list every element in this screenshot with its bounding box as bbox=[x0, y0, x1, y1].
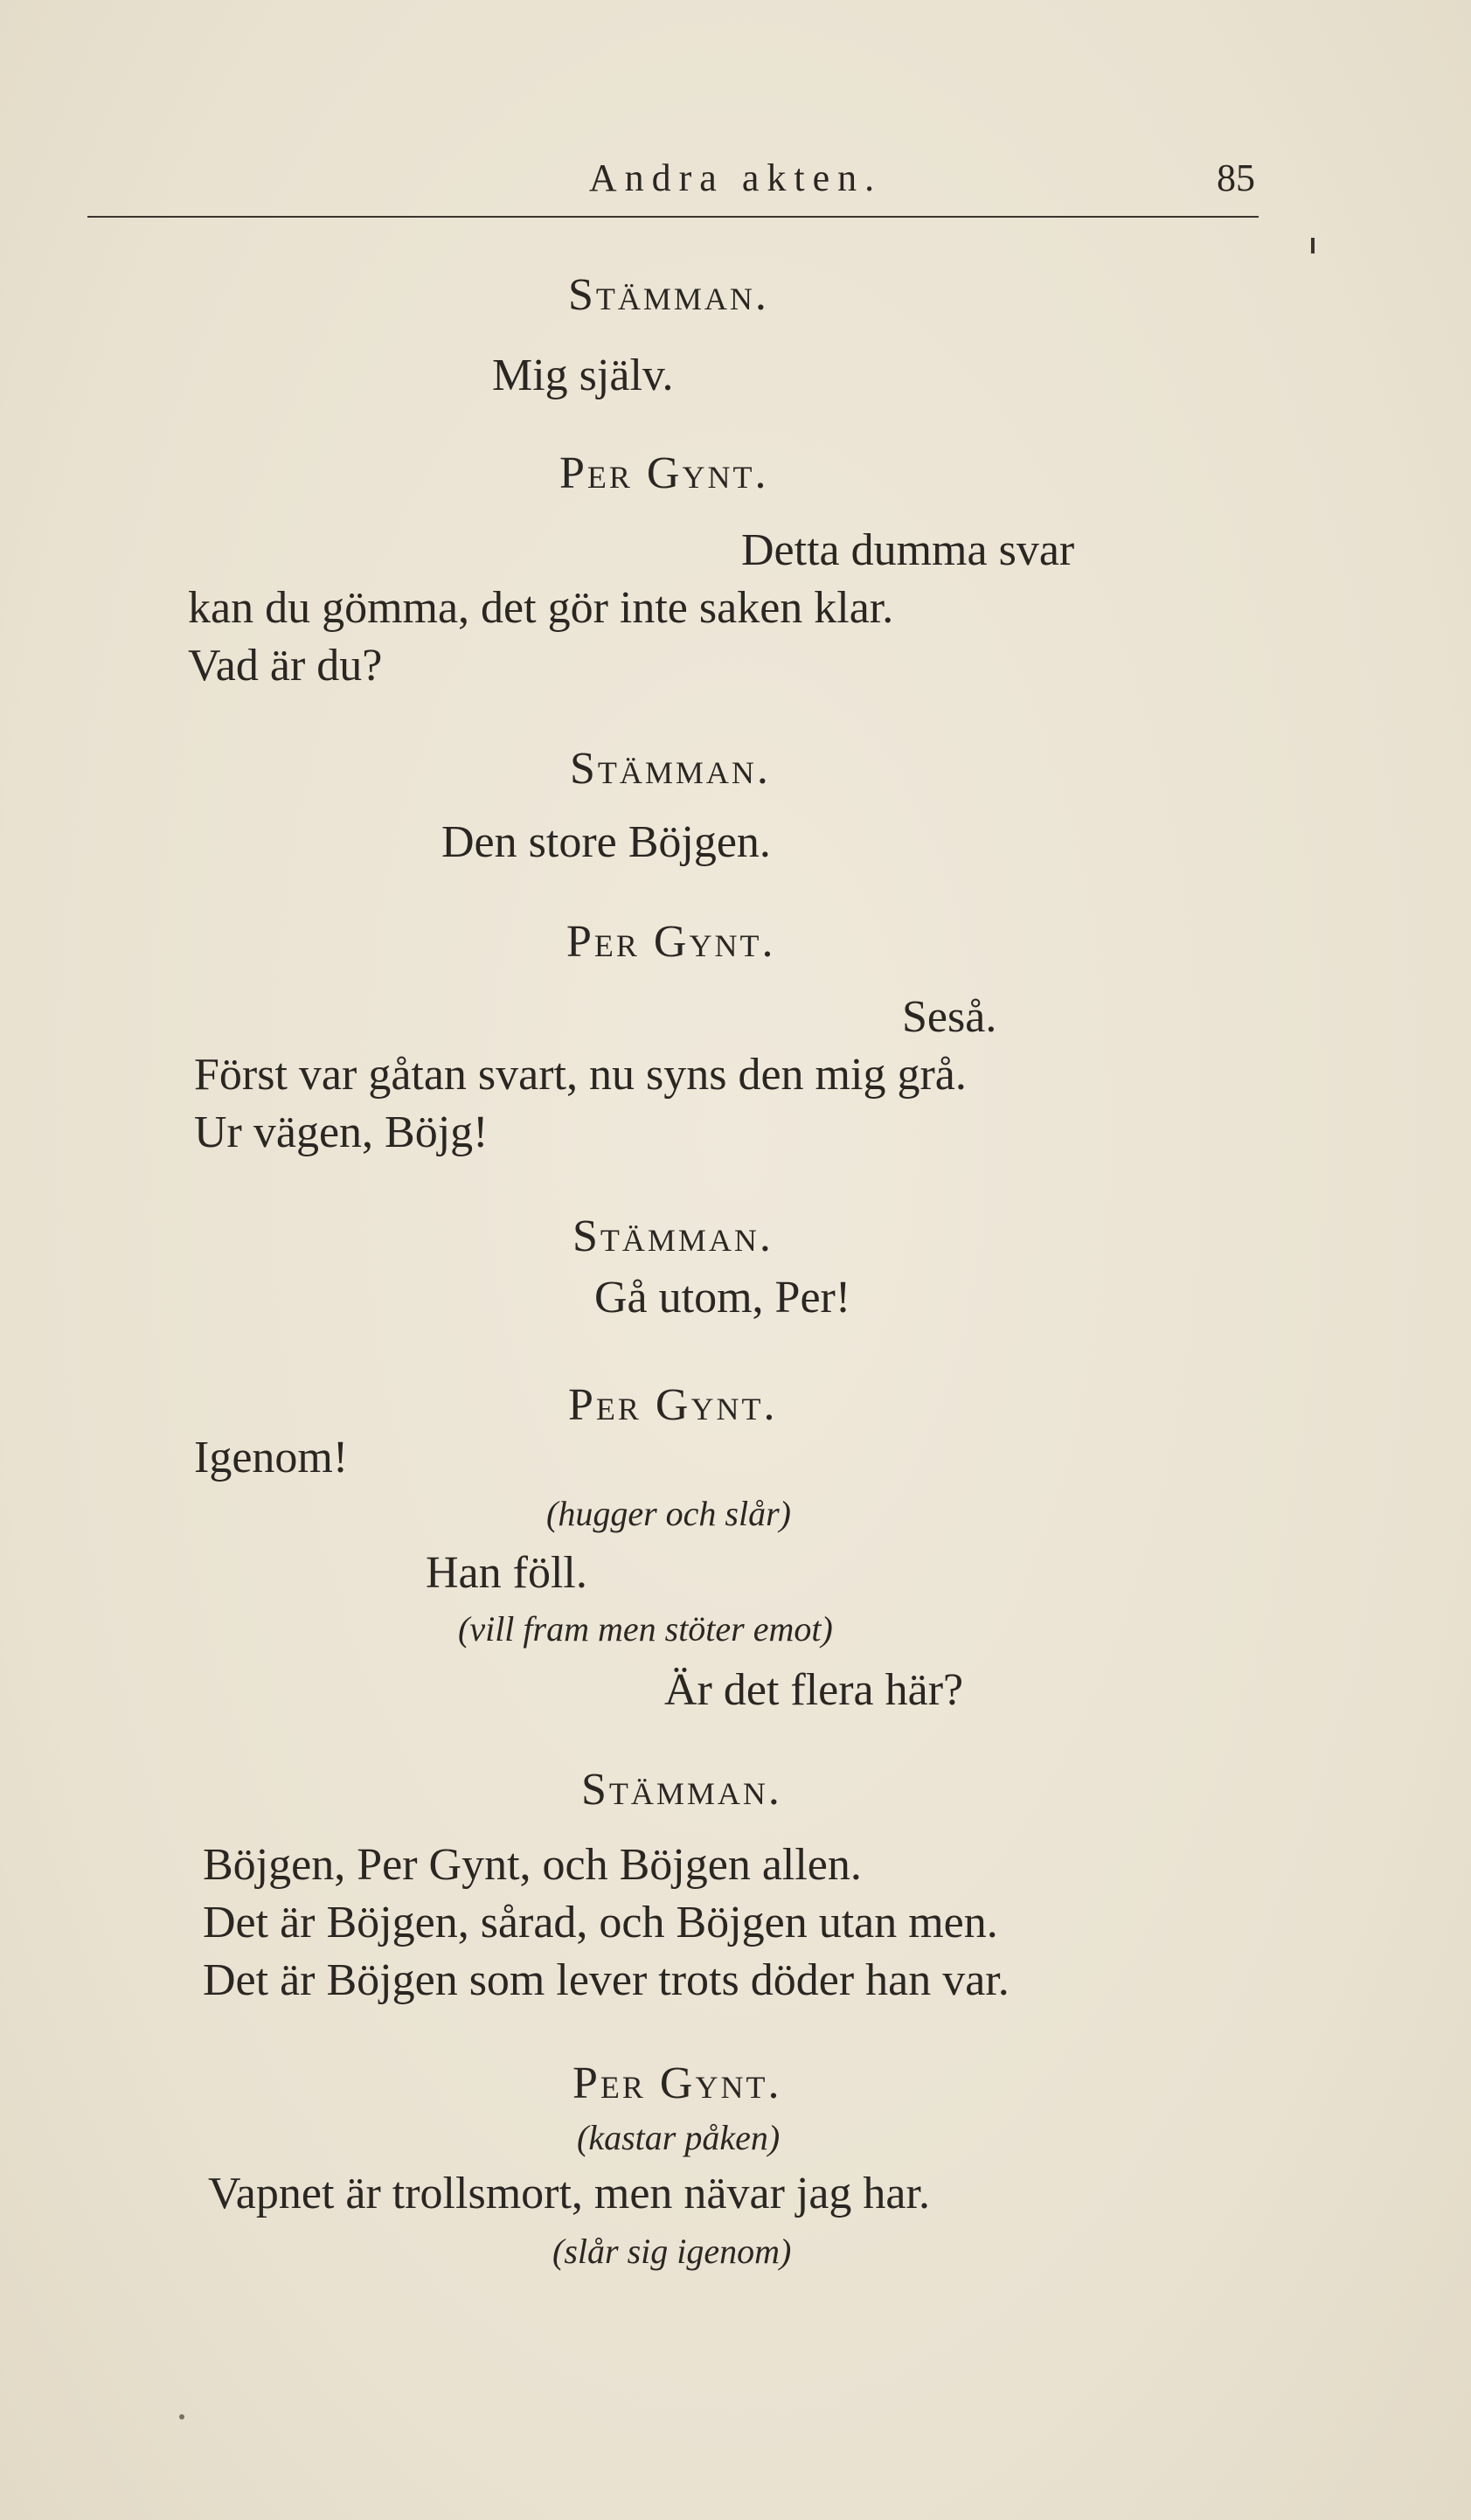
stage-direction: (hugger och slår) bbox=[546, 1494, 791, 1533]
speaker-stamman: Stämman. bbox=[568, 270, 769, 320]
verse-line: Böjgen, Per Gynt, och Böjgen allen. bbox=[203, 1840, 862, 1890]
ink-speck bbox=[1311, 238, 1315, 253]
verse-line: Igenom! bbox=[194, 1433, 349, 1482]
speaker-stamman: Stämman. bbox=[572, 1211, 774, 1261]
verse-line: Först var gåtan svart, nu syns den mig grå. bbox=[194, 1050, 967, 1100]
verse-line: Seså. bbox=[902, 992, 997, 1042]
speaker-per-gynt: Per Gynt. bbox=[568, 1380, 778, 1430]
stage-direction: (vill fram men stöter emot) bbox=[458, 1609, 833, 1649]
speaker-per-gynt: Per Gynt. bbox=[559, 448, 769, 498]
verse-line: Detta dumma svar bbox=[741, 525, 1075, 575]
verse-line: Det är Böjgen, sårad, och Böjgen utan men. bbox=[203, 1898, 998, 1947]
verse-line: Vapnet är trollsmort, men nävar jag har. bbox=[208, 2169, 930, 2218]
page-number: 85 bbox=[1217, 156, 1255, 199]
stage-direction: (slår sig igenom) bbox=[552, 2232, 792, 2271]
verse-line: kan du gömma, det gör inte saken klar. bbox=[188, 583, 894, 633]
running-head: Andra akten. bbox=[588, 156, 883, 199]
ink-speck bbox=[179, 2414, 184, 2419]
verse-line: Mig själv. bbox=[492, 351, 674, 400]
verse-line: Det är Böjgen som lever trots döder han var. bbox=[203, 1955, 1010, 2005]
stage-direction: (kastar påken) bbox=[577, 2118, 781, 2157]
verse-line: Vad är du? bbox=[188, 641, 383, 691]
header-rule bbox=[87, 216, 1259, 218]
speaker-stamman: Stämman. bbox=[570, 744, 771, 794]
verse-line: Ur vägen, Böjg! bbox=[194, 1107, 489, 1157]
verse-line: Gå utom, Per! bbox=[594, 1273, 851, 1322]
verse-line: Han föll. bbox=[426, 1548, 587, 1598]
speaker-per-gynt: Per Gynt. bbox=[572, 2058, 782, 2108]
verse-line: Den store Böjgen. bbox=[441, 817, 771, 867]
speaker-per-gynt: Per Gynt. bbox=[566, 917, 776, 967]
speaker-stamman: Stämman. bbox=[581, 1765, 782, 1815]
verse-line: Är det flera här? bbox=[664, 1665, 964, 1715]
